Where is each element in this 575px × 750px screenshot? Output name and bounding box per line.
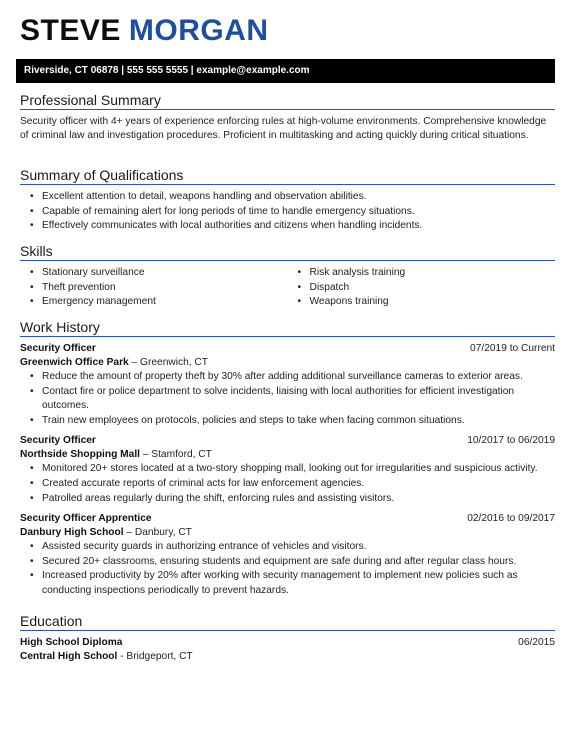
bullet-icon: • (30, 205, 34, 217)
job-organization (20, 526, 555, 540)
qualification-text: Effectively communicates with local authorities and citizens when handling incidents. (42, 220, 423, 232)
org-name: Danbury High School (20, 527, 124, 539)
org-location: – Stamford, CT (139, 449, 212, 461)
job-bullets (20, 370, 555, 428)
list-item (20, 205, 555, 220)
job-organization (20, 356, 555, 370)
job-dates: 07/2019 to Current (470, 343, 555, 354)
resume-name (20, 14, 269, 47)
list-item (20, 385, 555, 414)
job-bullet-text: Increased productivity by 20% after working with security management to implement new policies such as conducting inspections periodically to prevent hazards. (42, 570, 518, 596)
list-item (20, 492, 555, 507)
org-location: – Danbury, CT (123, 527, 192, 539)
org-name: Northside Shopping Mall (20, 449, 140, 461)
job-header (20, 342, 555, 356)
list-item (20, 414, 555, 429)
job-entry (20, 512, 555, 598)
skills-heading: Skills (20, 243, 555, 261)
summary-section (20, 92, 555, 142)
job-bullet-text: Patrolled areas regularly during the shift, enforcing rules and assisting visitors. (42, 492, 395, 504)
list-item (288, 266, 556, 281)
list-item (288, 281, 556, 296)
summary-heading: Professional Summary (20, 92, 555, 110)
bullet-icon: • (30, 281, 34, 293)
bullet-icon: • (297, 267, 302, 278)
education-section (20, 613, 555, 664)
bullet-icon: • (30, 492, 34, 504)
degree-title: High School Diploma (20, 637, 123, 648)
first-name: STEVE (20, 14, 121, 47)
job-bullets (20, 540, 555, 598)
job-bullet-text: Train new employees on protocols, policies and steps to take when facing common situations. (42, 414, 465, 426)
list-item (20, 295, 288, 310)
list-item (20, 477, 555, 492)
bullet-icon: • (30, 555, 34, 567)
job-entry (20, 434, 555, 506)
education-heading: Education (20, 613, 555, 631)
list-item (288, 295, 556, 310)
school-name: Central High School (20, 651, 118, 662)
job-title: Security Officer (20, 343, 96, 354)
list-item (20, 462, 555, 477)
bullet-icon: • (30, 463, 34, 475)
bullet-icon: • (297, 281, 302, 293)
job-bullet-text: Assisted security guards in authorizing entrance of vehicles and visitors. (42, 541, 367, 553)
school-location: - Bridgeport, CT (117, 651, 193, 662)
skill-text: Stationary surveillance (42, 267, 145, 278)
work-history-heading: Work History (20, 319, 555, 337)
skills-section (20, 243, 555, 310)
education-school (20, 650, 555, 664)
summary-text: Security officer with 4+ years of experience enforcing rules at high-volume environments. Comprehensive knowledge of criminal law and investigation procedures. Proficient in multitasking and acting quickly during critical situations. (20, 116, 547, 141)
list-item (20, 370, 555, 385)
list-item (20, 281, 288, 296)
bullet-icon: • (30, 414, 34, 426)
job-organization (20, 448, 555, 462)
list-item (20, 266, 288, 281)
list-item (20, 219, 555, 234)
job-title: Security Officer (20, 435, 96, 447)
bullet-icon: • (30, 541, 34, 553)
bullet-icon: • (30, 220, 34, 232)
job-bullet-text: Monitored 20+ stores located at a two-story shopping mall, looking out for irregularities and suspicious activity. (42, 463, 538, 475)
job-bullets (20, 462, 555, 506)
bullet-icon: • (30, 477, 34, 489)
bullet-icon: • (30, 296, 34, 308)
org-name: Greenwich Office Park (20, 357, 129, 368)
bullet-icon: • (30, 371, 34, 382)
job-bullet-text: Created accurate reports of criminal acts for law enforcement agencies. (42, 477, 365, 489)
list-item (20, 540, 555, 555)
bullet-icon: • (30, 191, 34, 202)
skill-text: Theft prevention (42, 281, 116, 293)
qualifications-heading: Summary of Qualifications (20, 167, 555, 185)
list-item (20, 555, 555, 570)
list-item (20, 190, 555, 205)
job-title: Security Officer Apprentice (20, 513, 152, 525)
job-bullet-text: Reduce the amount of property theft by 30% after adding additional surveillance cameras to exterior areas. (42, 371, 523, 382)
skill-text: Emergency management (42, 296, 156, 308)
skill-text: Dispatch (309, 281, 350, 293)
skills-right-list (288, 266, 556, 310)
job-entry (20, 342, 555, 428)
skills-left-list (20, 266, 288, 310)
education-header (20, 636, 555, 650)
qualifications-list (20, 190, 555, 234)
skills-grid (20, 266, 555, 310)
job-header (20, 512, 555, 526)
bullet-icon: • (30, 570, 34, 582)
qualifications-section (20, 167, 555, 234)
qualification-text: Excellent attention to detail, weapons handling and observation abilities. (42, 191, 367, 202)
job-bullet-text: Contact fire or police department to solve incidents, liaising with local authorities for efficient investigation outcomes. (42, 385, 515, 412)
skill-text: Weapons training (309, 296, 389, 308)
org-location: – Greenwich, CT (128, 357, 208, 368)
last-name: MORGAN (128, 14, 269, 47)
work-history-section (20, 319, 555, 605)
skill-text: Risk analysis training (309, 267, 406, 278)
education-date: 06/2015 (518, 637, 555, 648)
contact-bar: Riverside, CT 06878 | 555 555 5555 | example@example.com (16, 59, 555, 83)
job-dates: 10/2017 to 06/2019 (467, 435, 555, 447)
bullet-icon: • (297, 296, 302, 308)
bullet-icon: • (30, 267, 34, 278)
job-header (20, 434, 555, 448)
bullet-icon: • (30, 385, 34, 397)
list-item (20, 569, 555, 598)
job-bullet-text: Secured 20+ classrooms, ensuring students and equipment are safe during and after regular class hours. (42, 555, 517, 567)
qualification-text: Capable of remaining alert for long periods of time to handle emergency situations. (42, 205, 415, 217)
job-dates: 02/2016 to 09/2017 (467, 513, 555, 525)
